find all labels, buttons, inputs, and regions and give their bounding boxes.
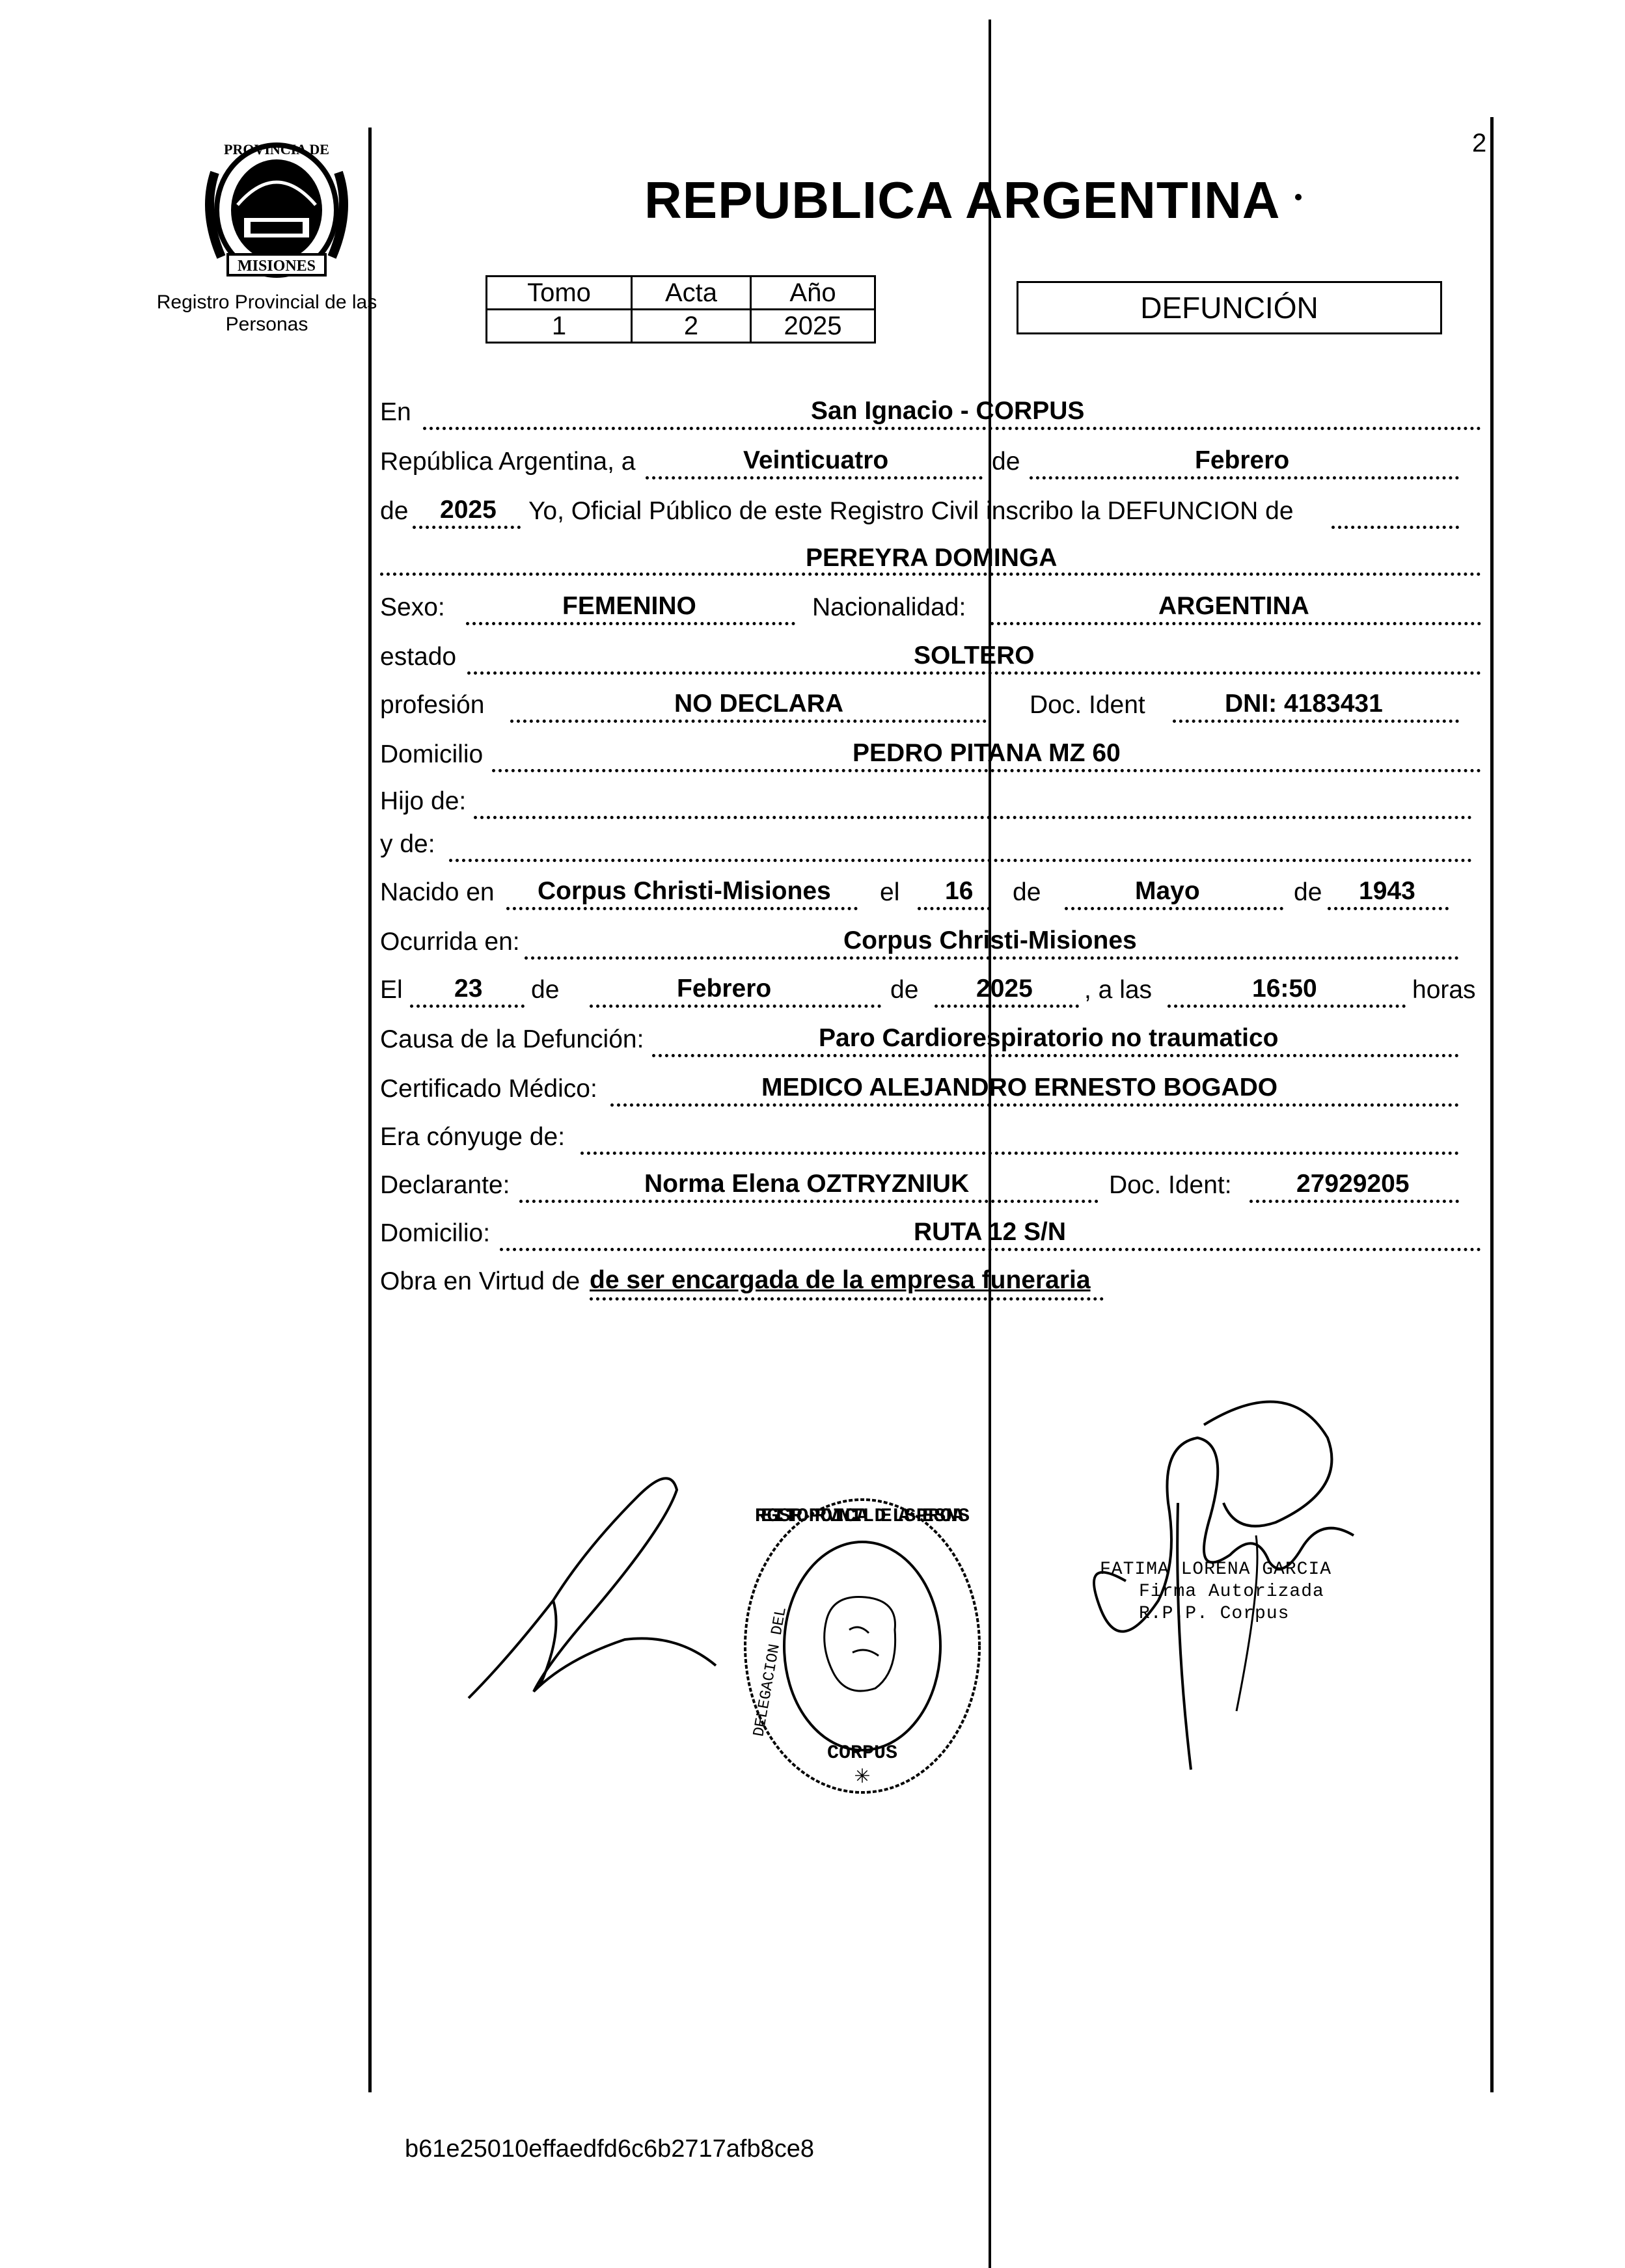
oficial-text: Yo, Oficial Público de este Registro Civil inscribo la DEFUNCION de [528, 497, 1294, 525]
hora-value: 16:50 [1252, 975, 1317, 1003]
def-mes-dotted-line [590, 1005, 881, 1008]
official-signature [456, 1451, 729, 1705]
ocurrida-dotted-line [525, 956, 1459, 960]
en-value: San Ignacio - CORPUS [811, 397, 1085, 425]
hijo-label: Hijo de: [380, 787, 467, 815]
declarante-value: Norma Elena OZTRYZNIUK [644, 1170, 970, 1198]
misiones-coat-of-arms-logo [189, 133, 364, 283]
oficial-dotted-line [1331, 526, 1459, 529]
mes-dotted-line [1030, 476, 1459, 479]
nac-anio-dotted-line [1328, 907, 1449, 910]
nombre-dotted-line [380, 573, 1481, 576]
conyuge-dotted-line [580, 1152, 1459, 1155]
en-dotted-line [423, 427, 1481, 430]
horas-label: horas [1412, 976, 1476, 1004]
seal-star-icon: ✳ [854, 1766, 871, 1787]
domicilio-value: PEDRO PITANA MZ 60 [853, 739, 1121, 767]
sexo-label: Sexo: [380, 593, 445, 621]
doc-dotted-line [1173, 720, 1459, 723]
decl-domicilio-value: RUTA 12 S/N [914, 1218, 1067, 1246]
stray-dot [1295, 194, 1302, 200]
estado-label: estado [380, 643, 457, 671]
obra-value: de ser encargada de la empresa funeraria [590, 1266, 1091, 1294]
declarante-dotted-line [519, 1200, 1099, 1203]
nac-dia-value: 16 [945, 877, 974, 905]
def-anio-dotted-line [935, 1005, 1079, 1008]
dia-dotted-line [646, 476, 983, 479]
nacido-dotted-line [506, 907, 858, 910]
profesion-value: NO DECLARA [674, 690, 843, 718]
decl-doc-dotted-line [1249, 1200, 1459, 1203]
estado-value: SOLTERO [914, 641, 1035, 669]
record-header-tomo: Tomo [487, 277, 632, 310]
declarante-label: Declarante: [380, 1171, 510, 1199]
center-fold-line [989, 20, 991, 2268]
def-de2-label: de [890, 976, 919, 1004]
stamp-name: FATIMA LORENA GARCIA [1100, 1559, 1332, 1580]
anio-dotted-line [413, 526, 521, 529]
hijo-dotted-line [474, 816, 1472, 819]
registry-seal [735, 1490, 989, 1802]
nacionalidad-label: Nacionalidad: [812, 593, 966, 621]
nombre-value: PEREYRA DOMINGA [806, 544, 1058, 572]
decl-doc-label: Doc. Ident: [1109, 1171, 1232, 1199]
document-hash: b61e25010effaedfd6c6b2717afb8ce8 [405, 2135, 815, 2163]
record-value-anio: 2025 [751, 310, 875, 343]
stamp-role: Firma Autorizada [1139, 1582, 1324, 1602]
nac-mes-dotted-line [1065, 907, 1283, 910]
anio-value: 2025 [440, 496, 497, 524]
def-dia-dotted-line [410, 1005, 525, 1008]
def-de-label: de [531, 976, 560, 1004]
authorized-stamp [1100, 1559, 1331, 1625]
de-label: de [992, 448, 1020, 476]
record-header-acta: Acta [632, 277, 751, 310]
ocurrida-value: Corpus Christi-Misiones [843, 926, 1137, 954]
decl-doc-value: 27929205 [1296, 1170, 1410, 1198]
seal-text-bottom: CORPUS [826, 1742, 898, 1764]
sexo-dotted-line [466, 622, 795, 625]
seal-text-top: REGISTRO PROVINCIAL DE LAS PERSONAS [755, 1505, 970, 1528]
nac-dia-dotted-line [918, 907, 990, 910]
conyuge-label: Era cónyuge de: [380, 1123, 566, 1151]
right-margin-line [1490, 117, 1494, 2092]
causa-label: Causa de la Defunción: [380, 1025, 644, 1053]
logo-text-bottom: MISIONES [237, 258, 316, 275]
domicilio-dotted-line [492, 769, 1481, 772]
certificado-value: MEDICO ALEJANDRO ERNESTO BOGADO [761, 1073, 1278, 1101]
mes-value: Febrero [1195, 446, 1290, 474]
left-margin-line [368, 128, 372, 2092]
doc-label: Doc. Ident [1030, 691, 1145, 719]
decl-domicilio-dotted-line [500, 1248, 1481, 1251]
certificado-dotted-line [610, 1103, 1459, 1107]
yde-dotted-line [449, 859, 1472, 862]
seal-text-left: DELEGACION DEL [750, 1606, 791, 1738]
profesion-label: profesión [380, 691, 485, 719]
en-label: En [380, 398, 411, 426]
def-dia-value: 23 [454, 975, 483, 1003]
nac-mes-value: Mayo [1135, 877, 1200, 905]
page-title: REPUBLICA ARGENTINA [644, 171, 1281, 229]
record-value-acta: 2 [632, 310, 751, 343]
profesion-dotted-line [510, 720, 987, 723]
registry-name: Registro Provincial de las Personas [156, 291, 377, 335]
causa-value: Paro Cardiorespiratorio no traumatico [819, 1024, 1279, 1052]
def-anio-value: 2025 [976, 975, 1033, 1003]
certificado-label: Certificado Médico: [380, 1075, 597, 1103]
yde-label: y de: [380, 830, 435, 858]
record-table [485, 275, 876, 344]
nac-de-label: de [1013, 878, 1041, 906]
de2-label: de [380, 497, 409, 525]
doc-value: DNI: 4183431 [1225, 690, 1383, 718]
hora-dotted-line [1168, 1005, 1406, 1008]
nacionalidad-dotted-line [990, 622, 1481, 625]
stamp-office: R.P.P. Corpus [1139, 1604, 1290, 1624]
el2-label: El [380, 976, 403, 1004]
record-header-anio: Año [751, 277, 875, 310]
nac-de2-label: de [1294, 878, 1322, 906]
alas-label: , a las [1084, 976, 1153, 1004]
sexo-value: FEMENINO [562, 592, 696, 620]
dia-value: Veinticuatro [743, 446, 889, 474]
republica-label: República Argentina, a [380, 448, 636, 476]
document-type-box: DEFUNCIÓN [1017, 281, 1442, 334]
nacionalidad-value: ARGENTINA [1158, 592, 1309, 620]
obra-label: Obra en Virtud de [380, 1267, 580, 1295]
nacido-label: Nacido en [380, 878, 495, 906]
decl-domicilio-label: Domicilio: [380, 1219, 491, 1247]
page-number: 2 [1472, 129, 1487, 157]
nac-anio-value: 1943 [1359, 877, 1415, 905]
def-mes-value: Febrero [677, 975, 772, 1003]
nacido-value: Corpus Christi-Misiones [538, 877, 831, 905]
record-value-tomo: 1 [487, 310, 632, 343]
logo-text-top: PROVINCIA DE [224, 141, 329, 157]
domicilio-label: Domicilio [380, 740, 484, 768]
estado-dotted-line [467, 671, 1481, 675]
obra-dotted-line [590, 1297, 1104, 1301]
el-label: el [880, 878, 900, 906]
causa-dotted-line [652, 1054, 1459, 1057]
ocurrida-label: Ocurrida en: [380, 928, 520, 956]
